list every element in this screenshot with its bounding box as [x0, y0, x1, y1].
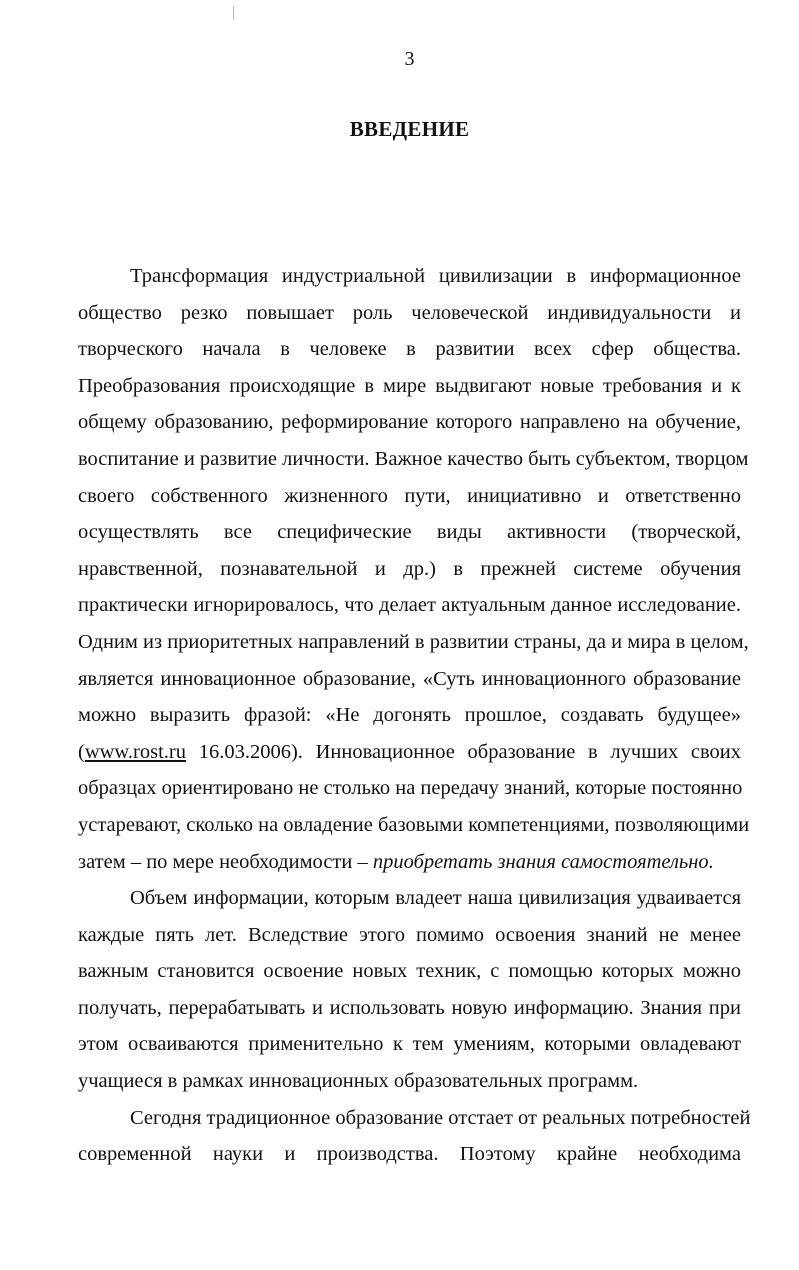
- text-line: каждые пять лет. Вследствие этого помимо освоения знаний не менее: [78, 923, 741, 946]
- text-line: современной науки и производства. Поэтому крайне необходима: [78, 1143, 741, 1166]
- line-text: затем – по мере необходимости –: [78, 850, 373, 873]
- line-text: (: [78, 740, 85, 763]
- emphasized-text: приобретать знания самостоятельно: [372, 850, 709, 873]
- page-number: 3: [404, 48, 415, 70]
- text-line: Трансформация индустриальной цивилизации в информационное: [130, 265, 741, 287]
- text-line: [78, 844, 741, 881]
- source-link[interactable]: www.rost.ru: [84, 740, 186, 763]
- text-line: учащиеся в рамках инновационных образовательных программ.: [78, 1070, 639, 1093]
- text-line: Одним из приоритетных направлений в развитии страны, да и мира в целом,: [78, 630, 749, 653]
- text-line: Сегодня традиционное образование отстает от реальных потребностей: [130, 1106, 751, 1129]
- line-text: 16.03.2006). Инновационное образование в лучших своих: [186, 740, 741, 763]
- scan-mark: [233, 6, 234, 20]
- text-line: этом осваиваются применительно к тем умениям, которыми овладевают: [78, 1033, 741, 1056]
- text-line: получать, перерабатывать и использовать новую информацию. Знания при: [78, 996, 741, 1019]
- text-line: общему образованию, реформирование которого направлено на обучение,: [78, 411, 741, 434]
- text-line: осуществлять все специфические виды активности (творческой,: [78, 521, 741, 544]
- text-line: Объем информации, которым владеет наша цивилизация удваивается: [130, 887, 741, 910]
- body-text: [78, 258, 751, 1173]
- text-line: творческого начала в человеке в развитии всех сфер общества.: [78, 338, 741, 361]
- text-line: Преобразования происходящие в мире выдвигают новые требования и к: [78, 374, 741, 397]
- text-line: общество резко повышает роль человеческой индивидуальности и: [78, 301, 741, 324]
- text-line: практически игнорировалось, что делает актуальным данное исследование.: [78, 594, 741, 617]
- text-line: своего собственного жизненного пути, инициативно и ответственно: [78, 484, 741, 507]
- text-line: нравственной, познавательной и др.) в прежней системе обучения: [78, 557, 741, 580]
- text-line: воспитание и развитие личности. Важное качество быть субъектом, творцом: [78, 447, 749, 470]
- text-line: устаревают, сколько на овладение базовыми компетенциями, позволяющими: [78, 813, 750, 836]
- text-line: важным становится освоение новых техник, с помощью которых можно: [78, 960, 741, 983]
- section-heading: ВВЕДЕНИЕ: [349, 117, 470, 141]
- text-line: образцах ориентировано не столько на передачу знаний, которые постоянно: [78, 777, 743, 800]
- text-line: [78, 734, 741, 771]
- line-text: .: [708, 850, 714, 873]
- text-line: является инновационное образование, «Суть инновационного образование: [78, 667, 741, 690]
- text-line: можно выразить фразой: «Не догонять прошлое, создавать будущее»: [78, 704, 741, 727]
